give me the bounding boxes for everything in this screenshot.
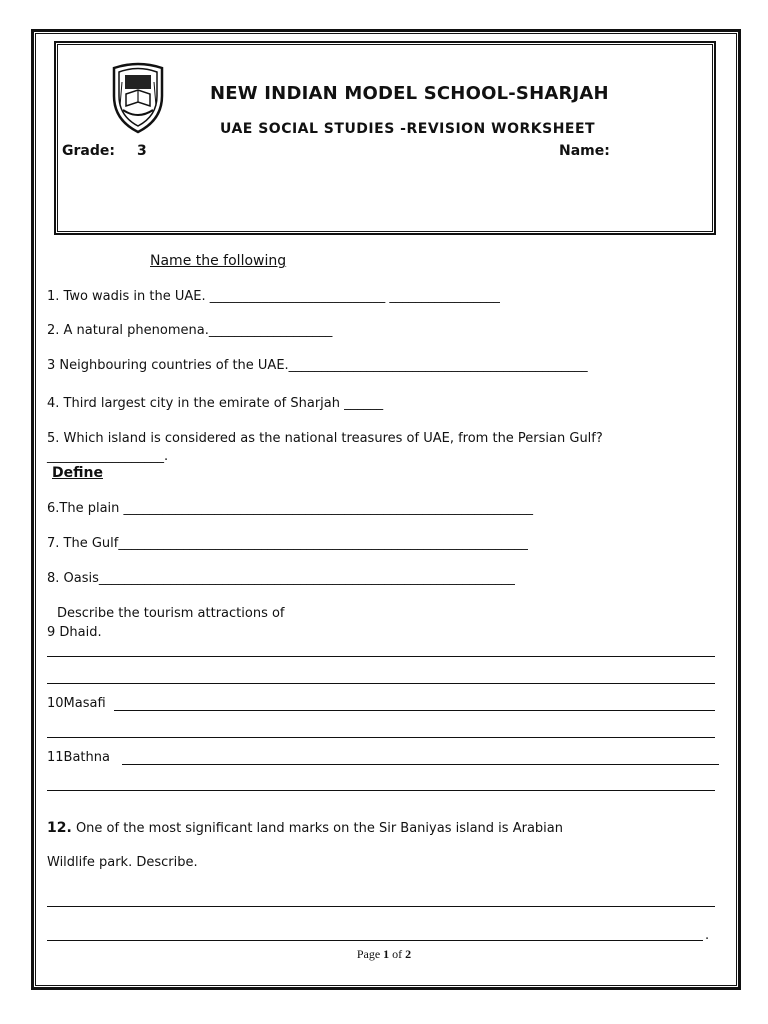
footer-page-total: 2 (405, 947, 412, 961)
answer-line (114, 710, 715, 711)
question-6: 6.The plain _______________________________________________________________ (47, 501, 534, 516)
section-heading-name-following: Name the following (150, 253, 287, 269)
answer-line (47, 790, 715, 791)
question-9-label: 9 Dhaid. (47, 625, 102, 640)
footer-page-word: Page (356, 947, 381, 961)
question-4: 4. Third largest city in the emirate of Sharjah ______ (47, 396, 384, 411)
school-crest-icon (110, 62, 166, 134)
question-5: 5. Which island is considered as the national treasures of UAE, from the Persian Gulf? (47, 431, 603, 446)
question-5-answer-line: __________________. (47, 449, 169, 464)
answer-line (47, 656, 715, 657)
question-12-line-1 (47, 820, 563, 836)
question-7: 7. The Gulf_______________________________________________________________ (47, 536, 528, 551)
answer-line (47, 906, 715, 907)
question-1: 1. Two wadis in the UAE. ___________________________ _________________ (47, 289, 500, 304)
answer-line (47, 683, 715, 684)
question-3: 3 Neighbouring countries of the UAE.______________________________________________ (47, 358, 588, 373)
grade-label: Grade: (62, 143, 115, 159)
question-12-number: 12. (47, 820, 72, 836)
section-heading-define: Define (52, 465, 103, 481)
footer-page-current: 1 (383, 947, 390, 961)
footer-of-word: of (392, 947, 403, 961)
question-2: 2. A natural phenomena.___________________ (47, 323, 333, 338)
answer-line (47, 737, 715, 738)
name-label: Name: (559, 143, 610, 159)
question-12-text: One of the most significant land marks on the Sir Baniyas island is Arabian (71, 821, 563, 836)
question-10-label: 10Masafi (47, 696, 106, 711)
describe-intro: Describe the tourism attractions of (57, 606, 285, 621)
page-footer (0, 947, 768, 962)
question-11-label: 11Bathna (47, 750, 110, 765)
question-12-end-mark: . (705, 928, 710, 943)
answer-line (47, 940, 703, 941)
question-12-line-2: Wildlife park. Describe. (47, 855, 198, 870)
grade-value: 3 (137, 143, 147, 159)
answer-line (122, 764, 719, 765)
question-8: 8. Oasis________________________________________________________________ (47, 571, 515, 586)
worksheet-title: UAE SOCIAL STUDIES -REVISION WORKSHEET (220, 121, 596, 137)
school-name: NEW INDIAN MODEL SCHOOL-SHARJAH (210, 83, 609, 104)
